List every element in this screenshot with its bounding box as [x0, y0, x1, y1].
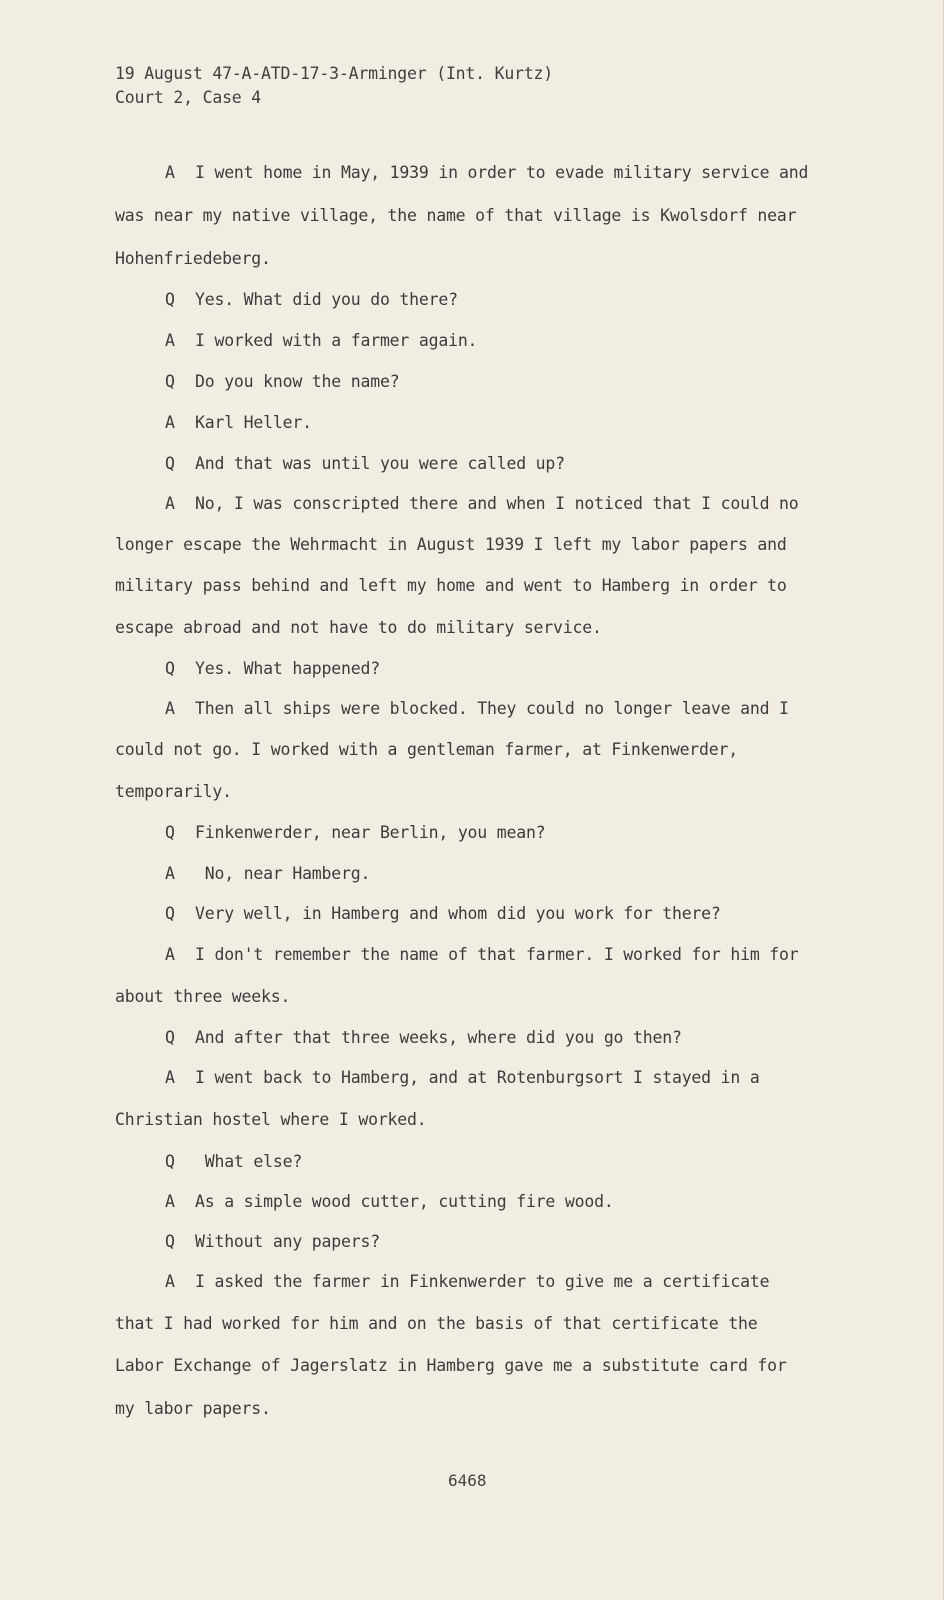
- speaker-label: A: [165, 1272, 175, 1291]
- document-header: [115, 62, 553, 110]
- transcript-line: [165, 290, 458, 309]
- speaker-label: A: [165, 1192, 175, 1211]
- transcript-line: [165, 454, 565, 473]
- speaker-label: A: [165, 945, 175, 964]
- line-text: temporarily.: [115, 782, 232, 801]
- transcript-line: [165, 864, 370, 883]
- transcript-line: [165, 1152, 302, 1171]
- transcript-line: [115, 740, 738, 759]
- speaker-label: Q: [165, 290, 175, 309]
- transcript-line: [165, 1192, 614, 1211]
- header-court-line: Court 2, Case 4: [115, 88, 262, 107]
- line-text: Christian hostel where I worked.: [115, 1110, 427, 1129]
- line-text: No, I was conscripted there and when I noticed that I could no: [195, 494, 799, 513]
- line-text: my labor papers.: [115, 1399, 271, 1418]
- line-text: Finkenwerder, near Berlin, you mean?: [195, 823, 546, 842]
- transcript-line: [115, 206, 796, 225]
- line-text: I went home in May, 1939 in order to evade military service and: [195, 163, 809, 182]
- transcript-line: [165, 823, 545, 842]
- speaker-label: Q: [165, 1232, 175, 1251]
- transcript-line: [115, 782, 232, 801]
- line-text: was near my native village, the name of that village is Kwolsdorf near: [115, 206, 797, 225]
- line-text: escape abroad and not have to do military service.: [115, 618, 602, 637]
- transcript-line: [115, 249, 271, 268]
- line-text: I worked with a farmer again.: [195, 331, 478, 350]
- line-text: I asked the farmer in Finkenwerder to give me a certificate: [195, 1272, 770, 1291]
- line-text: And that was until you were called up?: [195, 454, 565, 473]
- speaker-label: Q: [165, 823, 175, 842]
- speaker-label: A: [165, 163, 175, 182]
- transcript-line: [165, 699, 789, 718]
- transcript-line: [115, 1314, 757, 1333]
- transcript-line: [115, 618, 602, 637]
- transcript-line: [165, 1272, 769, 1291]
- transcript-line: [165, 494, 799, 513]
- line-text: could not go. I worked with a gentleman farmer, at Finkenwerder,: [115, 740, 738, 759]
- speaker-label: A: [165, 1068, 175, 1087]
- transcript-line: [165, 659, 380, 678]
- line-text: Very well, in Hamberg and whom did you work for there?: [195, 904, 721, 923]
- transcript-line: [115, 1399, 271, 1418]
- page-number: 6468: [448, 1471, 487, 1490]
- line-text: And after that three weeks, where did you go then?: [195, 1028, 682, 1047]
- speaker-label: A: [165, 699, 175, 718]
- speaker-label: Q: [165, 1152, 175, 1171]
- speaker-label: Q: [165, 659, 175, 678]
- line-text: What else?: [195, 1152, 303, 1171]
- line-text: Do you know the name?: [195, 372, 400, 391]
- transcript-line: [165, 1028, 682, 1047]
- line-text: Hohenfriedeberg.: [115, 249, 271, 268]
- transcript-line: [115, 1110, 426, 1129]
- line-text: No, near Hamberg.: [195, 864, 371, 883]
- transcript-line: [115, 576, 787, 595]
- speaker-label: Q: [165, 1028, 175, 1047]
- transcript-line: [165, 1068, 760, 1087]
- speaker-label: A: [165, 331, 175, 350]
- transcript-line: [165, 163, 808, 182]
- transcript-line: [115, 1356, 787, 1375]
- transcript-line: [165, 331, 477, 350]
- line-text: about three weeks.: [115, 987, 291, 1006]
- transcript-line: [165, 904, 721, 923]
- speaker-label: A: [165, 494, 175, 513]
- speaker-label: Q: [165, 454, 175, 473]
- line-text: Yes. What did you do there?: [195, 290, 458, 309]
- line-text: Labor Exchange of Jagerslatz in Hamberg gave me a substitute card for: [115, 1356, 787, 1375]
- speaker-label: A: [165, 413, 175, 432]
- transcript-line: [165, 413, 312, 432]
- line-text: I went back to Hamberg, and at Rotenburgsort I stayed in a: [195, 1068, 760, 1087]
- speaker-label: Q: [165, 372, 175, 391]
- line-text: Then all ships were blocked. They could no longer leave and I: [195, 699, 789, 718]
- line-text: As a simple wood cutter, cutting fire wood.: [195, 1192, 614, 1211]
- line-text: I don't remember the name of that farmer. I worked for him for: [195, 945, 799, 964]
- transcript-line: [115, 987, 290, 1006]
- line-text: that I had worked for him and on the basis of that certificate the: [115, 1314, 758, 1333]
- header-case-line: 19 August 47-A-ATD-17-3-Arminger (Int. Kurtz): [115, 64, 554, 83]
- line-text: Yes. What happened?: [195, 659, 380, 678]
- line-text: Without any papers?: [195, 1232, 380, 1251]
- transcript-line: [165, 372, 399, 391]
- transcript-line: [115, 535, 787, 554]
- line-text: longer escape the Wehrmacht in August 1939 I left my labor papers and: [115, 535, 787, 554]
- line-text: Karl Heller.: [195, 413, 312, 432]
- transcript-line: [165, 1232, 380, 1251]
- transcript-line: [165, 945, 799, 964]
- speaker-label: A: [165, 864, 175, 883]
- speaker-label: Q: [165, 904, 175, 923]
- line-text: military pass behind and left my home and went to Hamberg in order to: [115, 576, 787, 595]
